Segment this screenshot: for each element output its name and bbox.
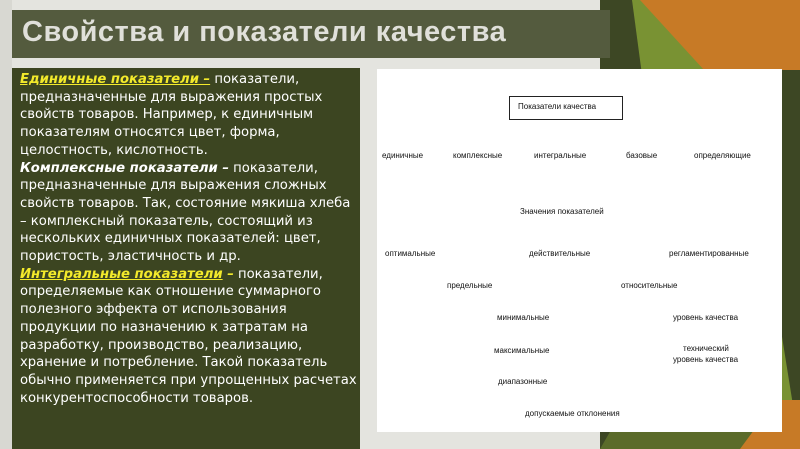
text-panel <box>12 68 360 449</box>
type-determining: определяющие <box>694 151 751 160</box>
background-left-strip <box>0 0 12 449</box>
value-technical-quality-level: уровень качества <box>673 355 739 364</box>
definition-single-indicators: показатели, предназначенные для выражения простых свойств товаров. Например, к единичным показателям относятся цвет, форма, целостность, кислотность. <box>20 72 323 158</box>
term-single-indicators: Единичные показатели <box>20 72 199 87</box>
diagram-root-box <box>509 96 623 120</box>
value-technical: технический <box>683 344 729 353</box>
term-dash: – <box>198 72 211 87</box>
definition-complex-indicators: показатели, предназначенные для выражения сложных свойств товаров. Так, состояние мякиша хлеба – комплексный показатель, состоящий из нескольких единичных показателей: цвет, пористость, эластичность и др. <box>20 160 351 265</box>
value-minimal: минимальные <box>497 313 550 322</box>
value-quality-level: уровень качества <box>673 313 739 322</box>
term-dash: – <box>222 266 234 282</box>
value-optimal: оптимальные <box>385 249 436 258</box>
slide-title: Свойства и показатели качества <box>22 16 507 48</box>
value-maximal: максимальные <box>494 346 550 355</box>
type-base: базовые <box>626 151 658 160</box>
value-actual: действительные <box>529 249 591 258</box>
diagram-root-label: Показатели качества <box>518 102 597 111</box>
definitions-text <box>20 71 358 407</box>
values-header: Значения показателей <box>520 207 604 216</box>
value-relative: относительные <box>621 281 678 290</box>
value-limit: предельные <box>447 281 493 290</box>
term-integral-indicators: Интегральные показатели <box>20 266 223 282</box>
type-single: единичные <box>382 151 424 160</box>
title-bar <box>12 10 610 58</box>
value-range: диапазонные <box>498 377 548 386</box>
definition-integral-indicators: показатели, определяемые как отношение суммарного полезного эффекта от использования продукции по назначению к затратам на разработку, производство, реализацию, хранение и потребление. Такой показатель обычно применяется при упрощенных расчетах конкурентоспособности товаров. <box>20 266 357 406</box>
value-regulated: регламентированные <box>669 249 749 258</box>
value-tolerance: допускаемые отклонения <box>525 409 620 418</box>
quality-indicators-diagram <box>377 69 782 432</box>
type-integral: интегральные <box>534 151 587 160</box>
term-complex-indicators: Комплексные показатели – <box>20 160 229 176</box>
type-complex: комплексные <box>453 151 503 160</box>
